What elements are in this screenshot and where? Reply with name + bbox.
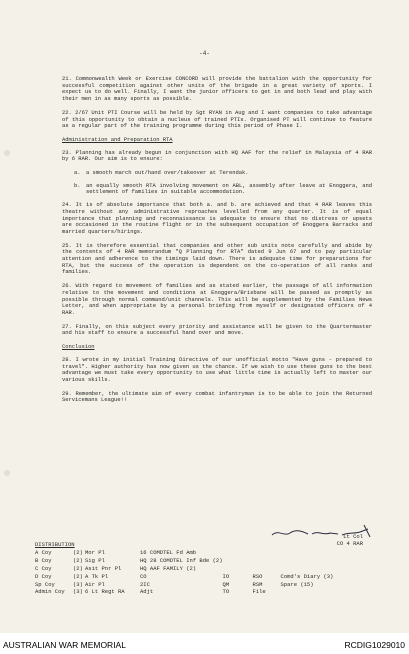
paragraph-28: 28. I wrote in my initial Training Directive of our unofficial motto "Have guns - prepared to travel". Higher authority has now given us the chance. If we wish to use these guns to the best advantage we must take every opportunity to use what little time is actually left to master our various skills. <box>62 355 372 383</box>
footer-reference: RCDIG1029010 <box>344 640 405 650</box>
distribution-cell: HQ 28 COMDTEL Inf Bde (2) <box>140 556 223 564</box>
distribution-cell: A Tk Pl <box>85 572 109 580</box>
distribution-cell <box>253 565 281 573</box>
distribution-cell: Adjt <box>140 588 154 596</box>
paragraph-21: 21. Commonwealth Week or Exercise CONCORD will provide the battalion with the opportunity for successful competition against other units of the brigade in a great variety of sports. I expect us to do well. Finally, I want the junior officers to get in and both lead and play with their men in as many sports as possible. <box>62 75 372 103</box>
section-heading-conclusion: Conclusion <box>62 343 95 351</box>
paragraph-22: 22. 2/67 Unit PTI Course will be held by Sgt RYAN in Aug and I want companies to take advantage of this opportunity to obtain a nucleus of trained PTIs. Organised PT will continue to feature as a regular part of the training programme during this period of Phase I. <box>62 108 372 130</box>
punch-hole <box>4 150 10 156</box>
list-item-text: an equally smooth RTA involving movement on ABL, assembly after leave at Enoggera, and settlement of families in suitable accommodation. <box>86 181 372 196</box>
distribution-cell: Mor Pl <box>85 548 105 556</box>
distribution-cell: B Coy <box>35 556 52 564</box>
signature-appointment: CO 4 RAR <box>336 539 363 547</box>
distribution-row <box>35 573 361 581</box>
distribution-cell: TO <box>222 588 230 596</box>
distribution-cell: Sp Coy <box>35 580 55 588</box>
distribution-cell <box>253 549 281 557</box>
paragraph-27: 27. Finally, on this subject every priority and assistance will be given to the Quartermaster and his staff to ensure a successful hand over and move. <box>62 322 372 337</box>
distribution-cell: (2) <box>73 548 83 556</box>
distribution-cell <box>223 549 253 557</box>
distribution-cell <box>281 549 361 557</box>
list-item-text: a smooth march out/hand over/takeover at Terendak. <box>86 169 249 177</box>
distribution-cell: 16 COMDTEL Fd Amb <box>140 548 197 556</box>
distribution-title: DISTRIBUTION <box>35 541 75 548</box>
distribution-table <box>35 549 361 596</box>
punch-hole <box>4 470 10 476</box>
distribution-cell: (3) <box>73 588 83 596</box>
list-item-a <box>62 170 372 177</box>
footer-source: AUSTRALIAN WAR MEMORIAL <box>3 640 126 650</box>
distribution-cell: Sig Pl <box>85 556 105 564</box>
distribution-cell <box>253 557 281 565</box>
distribution-cell: D Coy <box>35 572 52 580</box>
distribution-row <box>35 549 361 557</box>
paragraph-23: 23. Planning has already begun in conjunction with HQ AAF for the relief in Malaysia of 4 RAR by 6 RAR. Our aim is to ensure: <box>62 148 372 163</box>
distribution-row <box>35 557 361 565</box>
paragraph-24: 24. It is of absolute importance that both a. and b. are achieved and that 4 RAR leaves this theatre without any administrative reproaches levelled from any quarter. It is of equal importance that planning and reconnaissance is adequate to ensure that no distress or upsets are occasioned in the routine flight or in the subsequent occupation of Enoggera Barracks and married quarters/hirings. <box>62 201 372 235</box>
distribution-cell: Asit Pnr Pl <box>85 564 122 572</box>
distribution-cell <box>281 565 361 573</box>
distribution-list <box>35 541 375 596</box>
distribution-cell: 2IC <box>140 580 150 588</box>
distribution-cell: (2) <box>73 572 83 580</box>
distribution-cell <box>281 588 361 596</box>
archive-footer <box>0 633 409 654</box>
distribution-cell: (3) <box>73 580 83 588</box>
distribution-cell <box>223 557 253 565</box>
signature-rank: Lt Col <box>343 533 363 540</box>
list-item-label: b. <box>74 181 81 189</box>
document-body <box>62 76 372 411</box>
paragraph-26: 26. With regard to movement of families and as stated earlier, the passage of all information relative to the movement and conditions at Enoggera/Brisbane will be passed as promptly as possible through normal command/unit channels. This will be supplemented by the Families News Letter, and when appropriate by a personal briefing from myself or designated officers of 4 RAR. <box>62 282 372 316</box>
distribution-cell: IO <box>222 572 230 580</box>
distribution-cell: Admin Coy <box>35 588 65 596</box>
page-number: -4- <box>199 50 210 57</box>
distribution-row <box>35 588 361 596</box>
distribution-row <box>35 581 361 589</box>
distribution-cell: CO <box>140 572 147 580</box>
paragraph-25: 25. It is therefore essential that companies and other sub units note carefully and abide by the contents of 4 RAR memorandum "Q Planning for RTA" dated 9 Jun 67 and to pay particular attention and adherence to the timings laid down. There is adequate time for preparations for RTA, but the success of the operation is dependent on the co-operation of all ranks and families. <box>62 241 372 276</box>
section-heading-administration: Administration and Preparation RTA <box>62 135 173 143</box>
distribution-cell: (2) <box>73 556 83 564</box>
distribution-cell: QM <box>222 580 230 588</box>
distribution-cell: (2) <box>73 564 83 572</box>
paragraph-29: 29. Remember, the ultimate aim of every combat infantryman is to be able to join the Returned Servicemans League!! <box>62 389 372 404</box>
distribution-cell: RSO <box>252 572 263 580</box>
distribution-cell: RSM <box>252 580 263 588</box>
list-item-label: a. <box>74 169 81 177</box>
distribution-cell: C Coy <box>35 564 52 572</box>
distribution-row <box>35 565 361 573</box>
distribution-cell: HQ AAF FAMILY (2) <box>140 564 197 572</box>
distribution-cell: A Coy <box>35 548 52 556</box>
distribution-cell: 6 Lt Regt RA <box>85 588 125 596</box>
list-item-b <box>62 183 372 196</box>
distribution-cell: Comd's Diary (3) <box>280 572 334 580</box>
distribution-cell <box>281 557 361 565</box>
distribution-cell: Spare (15) <box>280 580 314 588</box>
distribution-cell <box>223 565 253 573</box>
distribution-cell: Air Pl <box>85 580 105 588</box>
distribution-cell: File <box>252 588 266 596</box>
